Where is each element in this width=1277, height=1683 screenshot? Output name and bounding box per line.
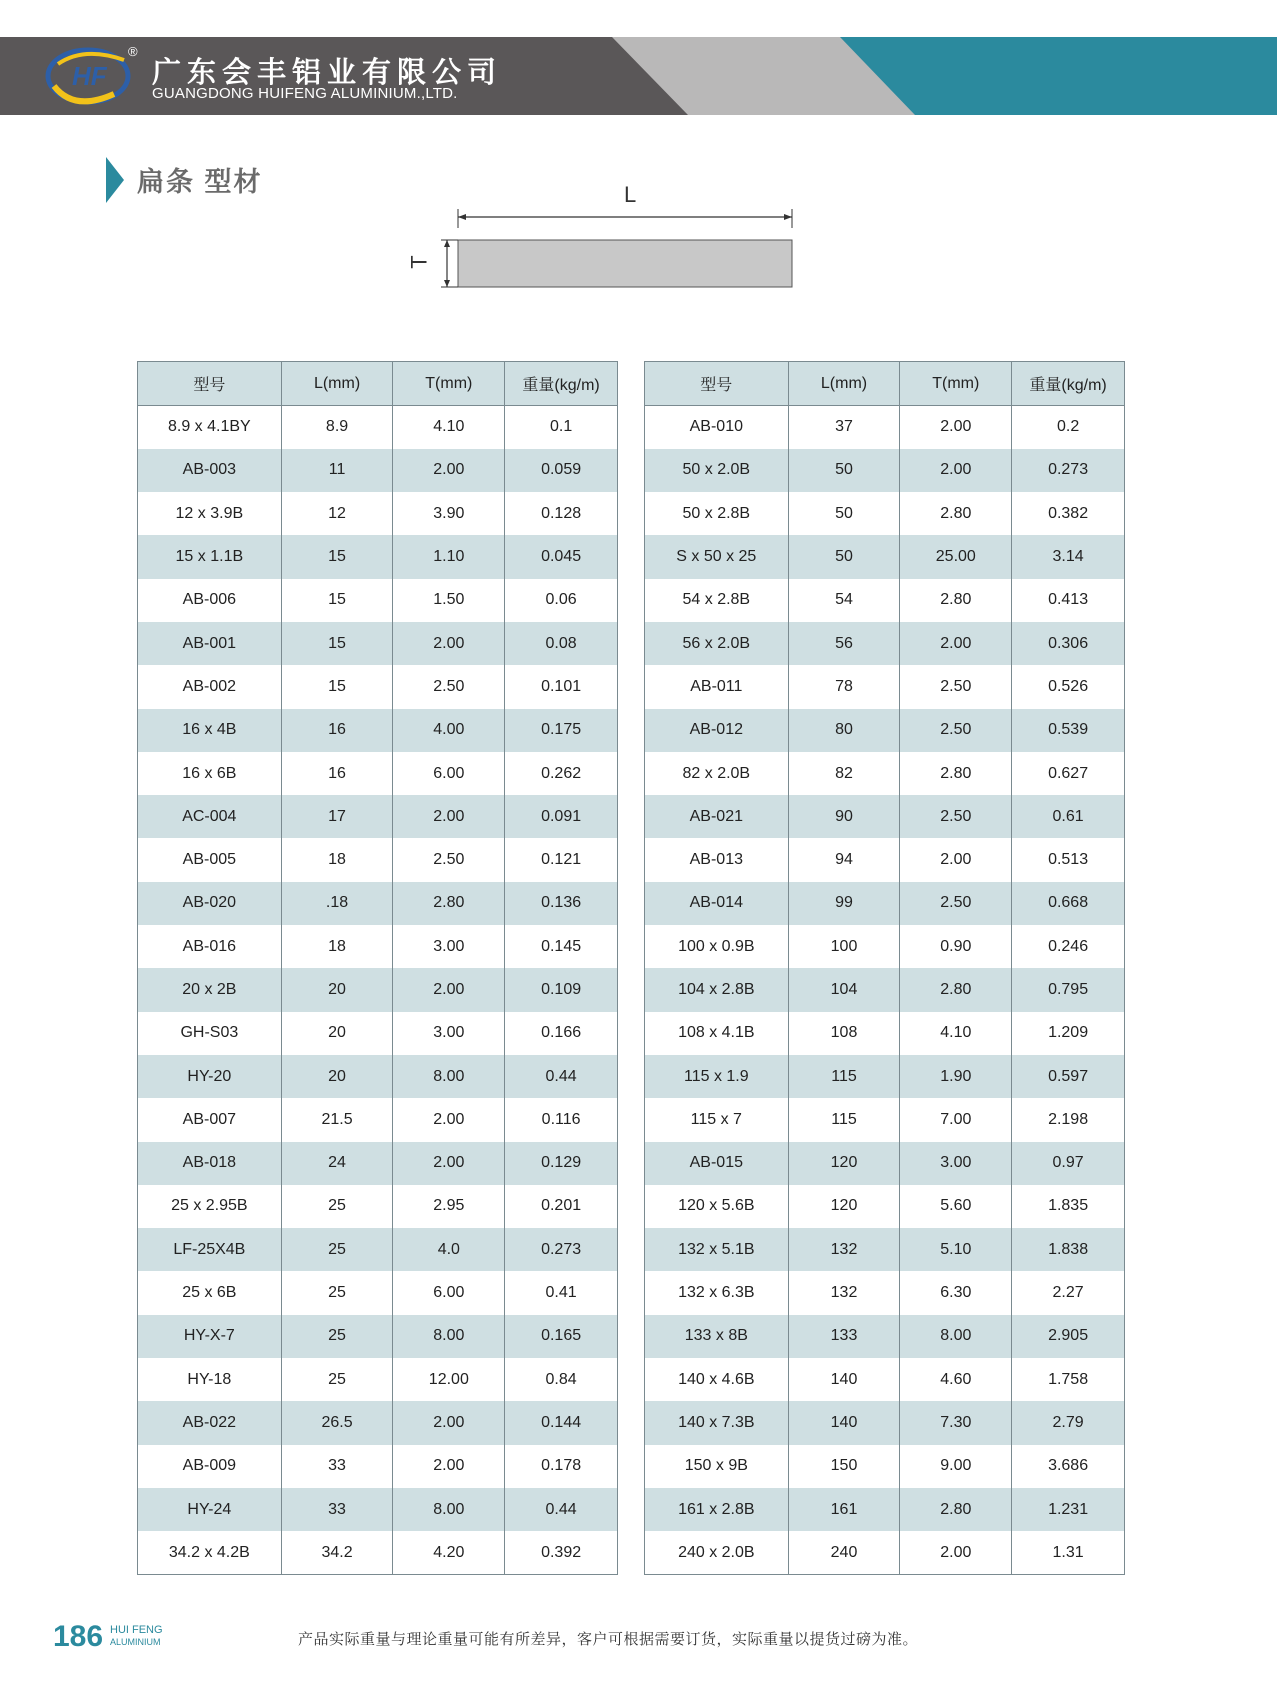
header-model: 型号: [138, 362, 282, 406]
cell-weight: 0.1: [549, 418, 573, 436]
cell-weight: 0.145: [541, 937, 582, 955]
cell-model: GH-S03: [138, 1012, 282, 1055]
cell-thickness: 8.00: [900, 1315, 1012, 1358]
cell-thickness: 2.80: [900, 579, 1012, 622]
table-row: [138, 882, 618, 925]
cell-weight: 0.526: [1048, 677, 1089, 695]
cell-thickness: 2.80: [900, 492, 1012, 535]
cell-thickness: 2.00: [393, 968, 505, 1011]
cell-length: 150: [788, 1445, 900, 1488]
cell-thickness: 7.30: [900, 1401, 1012, 1444]
table-row: [138, 925, 618, 968]
header-weight: 重量(kg/m): [1012, 362, 1125, 406]
cell-thickness: 7.00: [900, 1098, 1012, 1141]
header-length: L(mm): [788, 362, 900, 406]
cell-length: 15: [281, 665, 393, 708]
cell-thickness: 2.00: [393, 1098, 505, 1141]
cell-weight: 2.198: [1048, 1110, 1089, 1128]
cell-length: 80: [788, 709, 900, 752]
cell-model: LF-25X4B: [138, 1228, 282, 1271]
table-row: [138, 622, 618, 665]
cell-weight: 0.262: [541, 764, 582, 782]
cell-length: 132: [788, 1271, 900, 1314]
cell-model: AB-013: [645, 838, 789, 881]
cell-weight: 0.413: [1048, 591, 1089, 609]
cell-model: 161 x 2.8B: [645, 1488, 789, 1531]
table-row: [138, 579, 618, 622]
cell-thickness: 2.80: [900, 968, 1012, 1011]
cell-model: 108 x 4.1B: [645, 1012, 789, 1055]
cell-model: 50 x 2.0B: [645, 449, 789, 492]
cell-model: 132 x 6.3B: [645, 1271, 789, 1314]
table-row: [138, 1185, 618, 1228]
cell-weight: 1.231: [1012, 1488, 1125, 1531]
cell-model: 25 x 2.95B: [138, 1185, 282, 1228]
cell-length: 33: [281, 1488, 393, 1531]
table-row: [645, 622, 1125, 665]
table-row: [138, 1315, 618, 1358]
cell-model: 133 x 8B: [645, 1315, 789, 1358]
cell-thickness: 3.90: [393, 492, 505, 535]
profile-diagram: [400, 182, 810, 298]
cell-thickness: 2.50: [393, 665, 505, 708]
cell-length: 16: [281, 752, 393, 795]
section-title: 扁条 型材: [137, 167, 263, 197]
cell-model: AB-022: [138, 1401, 282, 1444]
cell-length: 21.5: [281, 1098, 393, 1141]
table-row: [138, 1488, 618, 1531]
table-row: [645, 925, 1125, 968]
header-length: L(mm): [281, 362, 393, 406]
cell-weight: 0.166: [541, 1024, 582, 1042]
table-row: [138, 1228, 618, 1271]
cell-model: AB-014: [645, 882, 789, 925]
cell-length: 132: [788, 1228, 900, 1271]
cell-model: AB-016: [138, 925, 282, 968]
page-number: 186: [53, 1620, 104, 1653]
cell-thickness: 4.10: [900, 1012, 1012, 1055]
table-row: [645, 406, 1125, 449]
cell-model: 115 x 7: [645, 1098, 789, 1141]
cell-model: HY-24: [138, 1488, 282, 1531]
cell-weight: 0.668: [1012, 882, 1125, 925]
cell-weight: 0.306: [1012, 622, 1125, 665]
cell-weight: 0.091: [505, 795, 618, 838]
table-row: [645, 1271, 1125, 1314]
cell-weight: 0.392: [541, 1543, 582, 1561]
cell-thickness: 2.00: [900, 449, 1012, 492]
cell-thickness: 2.00: [393, 1445, 505, 1488]
footer-brand-line1: HUI FENG: [110, 1624, 163, 1636]
cell-thickness: 4.10: [393, 406, 505, 449]
table-row: [645, 1185, 1125, 1228]
table-row: [138, 406, 618, 449]
table-row: [645, 752, 1125, 795]
cell-length: 100: [788, 925, 900, 968]
cell-length: 240: [788, 1531, 900, 1574]
cell-thickness: 2.00: [393, 795, 505, 838]
cell-weight: 0.201: [541, 1197, 582, 1215]
cell-thickness: 2.80: [900, 1488, 1012, 1531]
cell-thickness: 0.90: [900, 925, 1012, 968]
cell-model: AB-006: [138, 579, 282, 622]
cell-model: 25 x 6B: [138, 1271, 282, 1314]
cell-model: AC-004: [138, 795, 282, 838]
cell-length: 50: [788, 449, 900, 492]
cell-thickness: 2.00: [900, 838, 1012, 881]
table-row: [645, 1445, 1125, 1488]
cell-weight: 0.97: [1012, 1142, 1125, 1185]
table-row: [645, 579, 1125, 622]
cell-length: 78: [788, 665, 900, 708]
spec-table-left: [137, 361, 618, 1575]
cell-model: 50 x 2.8B: [645, 492, 789, 535]
thickness-label: T: [406, 255, 432, 269]
cell-model: 115 x 1.9: [645, 1055, 789, 1098]
cell-length: 50: [788, 535, 900, 578]
cell-length: 120: [788, 1185, 900, 1228]
cell-length: 82: [788, 752, 900, 795]
table-row: [138, 449, 618, 492]
footer-brand-line2: ALUMINIUM: [110, 1637, 161, 1647]
cell-model: AB-002: [138, 665, 282, 708]
cell-weight: 0.144: [505, 1401, 618, 1444]
cell-length: .18: [281, 882, 393, 925]
table-row: [645, 709, 1125, 752]
cell-weight: 0.129: [505, 1142, 618, 1185]
cell-thickness: 4.0: [393, 1228, 505, 1271]
cell-length: 25: [281, 1185, 393, 1228]
table-row: [138, 838, 618, 881]
cell-thickness: 12.00: [393, 1358, 505, 1401]
cell-weight: 1.838: [1012, 1228, 1125, 1271]
cell-length: 37: [788, 406, 900, 449]
cell-thickness: 8.00: [393, 1315, 505, 1358]
cell-model: AB-003: [138, 449, 282, 492]
header-model: 型号: [645, 362, 789, 406]
table-row: [138, 1358, 618, 1401]
cell-thickness: 2.50: [900, 709, 1012, 752]
cell-weight: 0.597: [1012, 1055, 1125, 1098]
cell-thickness: 2.00: [393, 1401, 505, 1444]
cell-thickness: 2.80: [393, 882, 505, 925]
cell-weight: 0.795: [1012, 968, 1125, 1011]
cell-model: HY-X-7: [138, 1315, 282, 1358]
cell-thickness: 1.90: [900, 1055, 1012, 1098]
cell-length: 25: [281, 1228, 393, 1271]
cell-length: 18: [281, 925, 393, 968]
cell-length: 104: [788, 968, 900, 1011]
cell-thickness: 2.50: [900, 795, 1012, 838]
table-row: [645, 882, 1125, 925]
table-row: [645, 968, 1125, 1011]
cell-weight: 0.128: [541, 504, 582, 522]
table-row: [645, 1098, 1125, 1141]
cell-length: 17: [281, 795, 393, 838]
cell-length: 18: [281, 838, 393, 881]
cell-weight: 2.79: [1012, 1401, 1125, 1444]
cell-weight: 0.109: [505, 968, 618, 1011]
cell-thickness: 6.30: [900, 1271, 1012, 1314]
cell-model: 240 x 2.0B: [645, 1531, 789, 1574]
cell-model: 34.2 x 4.2B: [138, 1531, 282, 1574]
cell-thickness: 8.00: [393, 1055, 505, 1098]
header-thickness: T(mm): [393, 362, 505, 406]
table-row: [645, 492, 1125, 535]
footer-note: 产品实际重量与理论重量可能有所差异，客户可根据需要订货，实际重量以提货过磅为准。: [298, 1631, 919, 1648]
table-row: [138, 752, 618, 795]
cell-thickness: 2.50: [900, 665, 1012, 708]
cell-model: 132 x 5.1B: [645, 1228, 789, 1271]
cell-length: 11: [281, 449, 393, 492]
table-row: [645, 838, 1125, 881]
cell-weight: 2.905: [1012, 1315, 1125, 1358]
cell-model: AB-007: [138, 1098, 282, 1141]
cell-length: 12: [281, 492, 393, 535]
table-row: [645, 535, 1125, 578]
cell-model: 54 x 2.8B: [645, 579, 789, 622]
cell-model: HY-18: [138, 1358, 282, 1401]
table-row: [138, 1098, 618, 1141]
cell-length: 115: [788, 1098, 900, 1141]
cell-model: 15 x 1.1B: [138, 535, 282, 578]
cell-weight: 0.382: [1048, 504, 1089, 522]
table-row: [645, 1488, 1125, 1531]
cell-weight: 0.513: [1048, 851, 1089, 869]
cell-weight: 0.101: [541, 677, 582, 695]
cell-thickness: 2.00: [393, 622, 505, 665]
cell-weight: 0.175: [505, 709, 618, 752]
cell-thickness: 2.00: [900, 406, 1012, 449]
cell-weight: 0.2: [1056, 418, 1080, 436]
cell-weight: 0.121: [541, 851, 582, 869]
cell-thickness: 1.50: [393, 579, 505, 622]
table-row: [645, 795, 1125, 838]
table-body-right: [645, 406, 1125, 1575]
cell-thickness: 3.00: [393, 1012, 505, 1055]
cell-thickness: 2.80: [900, 752, 1012, 795]
cell-length: 90: [788, 795, 900, 838]
cell-length: 25: [281, 1271, 393, 1314]
header-weight: 重量(kg/m): [505, 362, 618, 406]
cell-thickness: 4.00: [393, 709, 505, 752]
cell-thickness: 9.00: [900, 1445, 1012, 1488]
cell-model: AB-001: [138, 622, 282, 665]
table-row: [645, 1055, 1125, 1098]
cell-length: 16: [281, 709, 393, 752]
table-row: [138, 665, 618, 708]
cell-model: AB-021: [645, 795, 789, 838]
table-row: [138, 1055, 618, 1098]
cell-weight: 0.41: [545, 1284, 577, 1302]
cell-model: 82 x 2.0B: [645, 752, 789, 795]
cell-weight: 1.209: [1048, 1024, 1089, 1042]
cell-weight: 1.31: [1052, 1543, 1084, 1561]
svg-text:HF: HF: [72, 61, 107, 91]
cell-length: 108: [788, 1012, 900, 1055]
cell-weight: 0.165: [505, 1315, 618, 1358]
registered-mark: ®: [128, 44, 138, 59]
cell-weight: 0.059: [505, 449, 618, 492]
cell-thickness: 2.95: [393, 1185, 505, 1228]
cell-length: 120: [788, 1142, 900, 1185]
table-row: [645, 1315, 1125, 1358]
cell-weight: 0.84: [545, 1370, 577, 1388]
table-header-row: [645, 362, 1125, 406]
cell-weight: 0.44: [505, 1055, 618, 1098]
table-row: [645, 1401, 1125, 1444]
cell-length: 50: [788, 492, 900, 535]
table-row: [138, 709, 618, 752]
cell-weight: 0.136: [505, 882, 618, 925]
cell-thickness: 8.00: [393, 1488, 505, 1531]
cell-weight: 0.44: [505, 1488, 618, 1531]
cell-length: 20: [281, 1012, 393, 1055]
cell-length: 161: [788, 1488, 900, 1531]
cell-thickness: 6.00: [393, 1271, 505, 1314]
cell-length: 94: [788, 838, 900, 881]
cell-weight: 0.273: [505, 1228, 618, 1271]
header-thickness: T(mm): [900, 362, 1012, 406]
cell-weight: 0.045: [505, 535, 618, 578]
cell-length: 99: [788, 882, 900, 925]
section-marker-icon: [106, 157, 124, 203]
cell-length: 33: [281, 1445, 393, 1488]
cell-length: 115: [788, 1055, 900, 1098]
flat-bar-drawing: [400, 188, 810, 298]
cell-model: 140 x 4.6B: [645, 1358, 789, 1401]
cell-length: 15: [281, 579, 393, 622]
cell-weight: 0.273: [1012, 449, 1125, 492]
cell-length: 20: [281, 968, 393, 1011]
cell-model: 100 x 0.9B: [645, 925, 789, 968]
cell-model: AB-011: [645, 665, 789, 708]
cell-model: 104 x 2.8B: [645, 968, 789, 1011]
cell-length: 34.2: [281, 1531, 393, 1574]
cell-length: 56: [788, 622, 900, 665]
table-row: [138, 492, 618, 535]
cell-model: AB-009: [138, 1445, 282, 1488]
cell-weight: 0.178: [541, 1457, 582, 1475]
cell-model: AB-010: [645, 406, 789, 449]
cell-length: 25: [281, 1358, 393, 1401]
cell-thickness: 3.00: [393, 925, 505, 968]
spec-table-right: [644, 361, 1125, 1575]
cell-thickness: 1.10: [393, 535, 505, 578]
cell-weight: 0.06: [545, 591, 577, 609]
cell-length: 15: [281, 622, 393, 665]
company-name-cn: 广东会丰铝业有限公司: [152, 57, 503, 89]
cell-thickness: 4.20: [393, 1531, 505, 1574]
cell-model: 16 x 6B: [138, 752, 282, 795]
cell-model: AB-012: [645, 709, 789, 752]
table-row: [645, 1228, 1125, 1271]
cell-model: 140 x 7.3B: [645, 1401, 789, 1444]
cell-length: 140: [788, 1401, 900, 1444]
cell-model: HY-20: [138, 1055, 282, 1098]
cell-weight: 0.627: [1048, 764, 1089, 782]
cell-model: AB-020: [138, 882, 282, 925]
cell-weight: 0.08: [505, 622, 618, 665]
cell-length: 15: [281, 535, 393, 578]
cell-model: 16 x 4B: [138, 709, 282, 752]
cell-weight: 1.835: [1048, 1197, 1089, 1215]
cell-length: 8.9: [281, 406, 393, 449]
cell-model: AB-018: [138, 1142, 282, 1185]
cell-thickness: 2.00: [393, 449, 505, 492]
company-logo: [44, 42, 140, 112]
table-row: [138, 1531, 618, 1574]
cell-thickness: 5.60: [900, 1185, 1012, 1228]
table-row: [138, 1445, 618, 1488]
table-row: [645, 449, 1125, 492]
cell-weight: 3.14: [1012, 535, 1125, 578]
cell-model: 120 x 5.6B: [645, 1185, 789, 1228]
cell-model: AB-015: [645, 1142, 789, 1185]
cell-thickness: 3.00: [900, 1142, 1012, 1185]
company-name-en: GUANGDONG HUIFENG ALUMINIUM.,LTD.: [152, 85, 458, 102]
cell-thickness: 4.60: [900, 1358, 1012, 1401]
cell-model: 12 x 3.9B: [138, 492, 282, 535]
table-row: [645, 1358, 1125, 1401]
cell-weight: 2.27: [1052, 1284, 1084, 1302]
cell-weight: 3.686: [1048, 1457, 1089, 1475]
cell-model: 8.9 x 4.1BY: [138, 406, 282, 449]
length-label: L: [624, 182, 637, 207]
cell-weight: 0.61: [1012, 795, 1125, 838]
table-row: [645, 1142, 1125, 1185]
cell-length: 54: [788, 579, 900, 622]
cell-model: AB-005: [138, 838, 282, 881]
cell-model: S x 50 x 25: [645, 535, 789, 578]
cell-thickness: 2.00: [900, 622, 1012, 665]
cell-length: 133: [788, 1315, 900, 1358]
cell-weight: 0.116: [541, 1110, 581, 1128]
table-row: [138, 1142, 618, 1185]
cell-length: 24: [281, 1142, 393, 1185]
table-body-left: [138, 406, 618, 1575]
cell-thickness: 2.00: [393, 1142, 505, 1185]
cell-weight: 1.758: [1048, 1370, 1089, 1388]
table-row: [138, 968, 618, 1011]
table-row: [138, 795, 618, 838]
table-row: [138, 1012, 618, 1055]
cell-weight: 0.539: [1012, 709, 1125, 752]
cell-model: 20 x 2B: [138, 968, 282, 1011]
cell-thickness: 5.10: [900, 1228, 1012, 1271]
cell-thickness: 2.50: [900, 882, 1012, 925]
cell-length: 26.5: [281, 1401, 393, 1444]
table-row: [645, 1531, 1125, 1574]
cell-length: 25: [281, 1315, 393, 1358]
cell-length: 20: [281, 1055, 393, 1098]
table-row: [645, 665, 1125, 708]
table-row: [645, 1012, 1125, 1055]
cell-thickness: 25.00: [900, 535, 1012, 578]
table-row: [138, 1401, 618, 1444]
cell-model: 150 x 9B: [645, 1445, 789, 1488]
cell-model: 56 x 2.0B: [645, 622, 789, 665]
table-row: [138, 1271, 618, 1314]
cell-thickness: 2.00: [900, 1531, 1012, 1574]
cell-thickness: 6.00: [393, 752, 505, 795]
cell-length: 140: [788, 1358, 900, 1401]
cell-weight: 0.246: [1048, 937, 1089, 955]
table-header-row: [138, 362, 618, 406]
cell-thickness: 2.50: [393, 838, 505, 881]
table-row: [138, 535, 618, 578]
